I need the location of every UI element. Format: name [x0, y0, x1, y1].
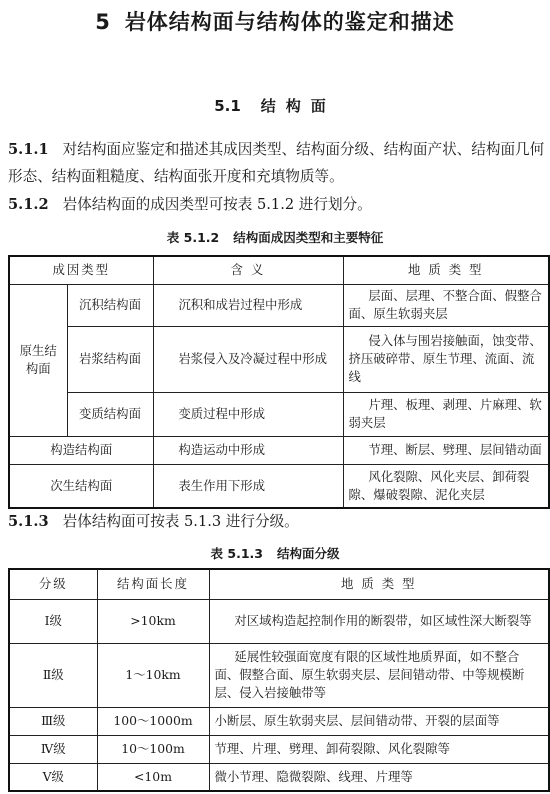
length-cell: 1～10km	[97, 643, 209, 707]
table2-caption	[0, 544, 550, 562]
table-row	[9, 284, 549, 326]
col-header-type: 成因类型	[9, 256, 153, 284]
clause-5-1-3	[8, 508, 546, 535]
table-row	[9, 735, 549, 763]
col-header-meaning: 含 义	[153, 256, 343, 284]
clause-5-1-1	[8, 136, 546, 190]
meaning-cell: 构造运动中形成	[153, 436, 343, 464]
chapter-title: 岩体结构面与结构体的鉴定和描述	[124, 10, 455, 34]
table-row	[9, 464, 549, 508]
meaning-cell: 表生作用下形成	[153, 464, 343, 508]
grade-cell: Ⅴ级	[9, 763, 97, 791]
type-cell: 沉积结构面	[67, 284, 153, 326]
table-genetic-types	[8, 255, 550, 509]
grade-cell: Ⅳ级	[9, 735, 97, 763]
grade-cell: Ⅲ级	[9, 707, 97, 735]
chapter-heading	[0, 6, 550, 36]
type-cell: 构造结构面	[9, 436, 153, 464]
geology-cell: 小断层、原生软弱夹层、层间错动带、开裂的层面等	[209, 707, 549, 735]
table-row	[9, 392, 549, 436]
table-row	[9, 599, 549, 643]
meaning-cell: 岩浆侵入及冷凝过程中形成	[153, 326, 343, 392]
clause-5-1-2	[8, 191, 546, 218]
table-header-row	[9, 256, 549, 284]
length-cell: 10～100m	[97, 735, 209, 763]
geology-cell: 节理、断层、劈理、层间错动面	[343, 436, 549, 464]
col-header-geology: 地 质 类 型	[209, 569, 549, 599]
grade-cell: Ⅰ级	[9, 599, 97, 643]
table2-caption-number: 表 5.1.3	[210, 546, 263, 561]
geology-cell: 侵入体与围岩接触面，蚀变带、挤压破碎带、原生节理、流面、流线	[343, 326, 549, 392]
col-header-grade: 分级	[9, 569, 97, 599]
geology-cell: 风化裂隙、风化夹层、卸荷裂隙、爆破裂隙、泥化夹层	[343, 464, 549, 508]
table-row	[9, 436, 549, 464]
table1-caption-title: 结构面成因类型和主要特征	[233, 230, 384, 245]
table-row	[9, 707, 549, 735]
table1-caption	[0, 228, 550, 246]
meaning-cell: 变质过程中形成	[153, 392, 343, 436]
table-row	[9, 326, 549, 392]
col-header-length: 结构面长度	[97, 569, 209, 599]
section-heading	[0, 95, 550, 116]
geology-cell: 延展性较强面宽度有限的区域性地质界面，如不整合面、假整合面、原生软弱夹层、层间错动带、中等规模断层、侵入岩接触带等	[209, 643, 549, 707]
section-title: 结构面	[260, 97, 336, 115]
table-grades	[8, 568, 550, 792]
clause-number: 5.1.2	[8, 196, 49, 213]
table2-caption-title: 结构面分级	[276, 546, 340, 561]
type-cell: 次生结构面	[9, 464, 153, 508]
clause-text: 对结构面应鉴定和描述其成因类型、结构面分级、结构面产状、结构面几何形态、结构面粗糙度、结构面张开度和充填物质等。	[8, 141, 545, 185]
geology-cell: 层面、层理、不整合面、假整合面、原生软弱夹层	[343, 284, 549, 326]
table1-caption-number: 表 5.1.2	[166, 230, 220, 245]
col-header-geology: 地 质 类 型	[343, 256, 549, 284]
length-cell: <10m	[97, 763, 209, 791]
geology-cell: 微小节理、隐微裂隙、线理、片理等	[209, 763, 549, 791]
length-cell: >10km	[97, 599, 209, 643]
geology-cell: 片理、板理、剥理、片麻理、软弱夹层	[343, 392, 549, 436]
type-cell: 岩浆结构面	[67, 326, 153, 392]
geology-cell: 节理、片理、劈理、卸荷裂隙、风化裂隙等	[209, 735, 549, 763]
table-row	[9, 763, 549, 791]
length-cell: 100～1000m	[97, 707, 209, 735]
chapter-number: 5	[95, 10, 111, 34]
meaning-cell: 沉积和成岩过程中形成	[153, 284, 343, 326]
clause-text: 岩体结构面的成因类型可按表 5.1.2 进行划分。	[62, 196, 372, 213]
section-number: 5.1	[214, 97, 241, 115]
primary-group-cell: 原生结构面	[9, 284, 67, 436]
clause-number: 5.1.3	[8, 513, 49, 530]
grade-cell: Ⅱ级	[9, 643, 97, 707]
table-header-row	[9, 569, 549, 599]
geology-cell: 对区域构造起控制作用的断裂带，如区域性深大断裂等	[209, 599, 549, 643]
table-row	[9, 643, 549, 707]
type-cell: 变质结构面	[67, 392, 153, 436]
clause-number: 5.1.1	[8, 141, 49, 158]
clause-text: 岩体结构面可按表 5.1.3 进行分级。	[62, 513, 299, 530]
